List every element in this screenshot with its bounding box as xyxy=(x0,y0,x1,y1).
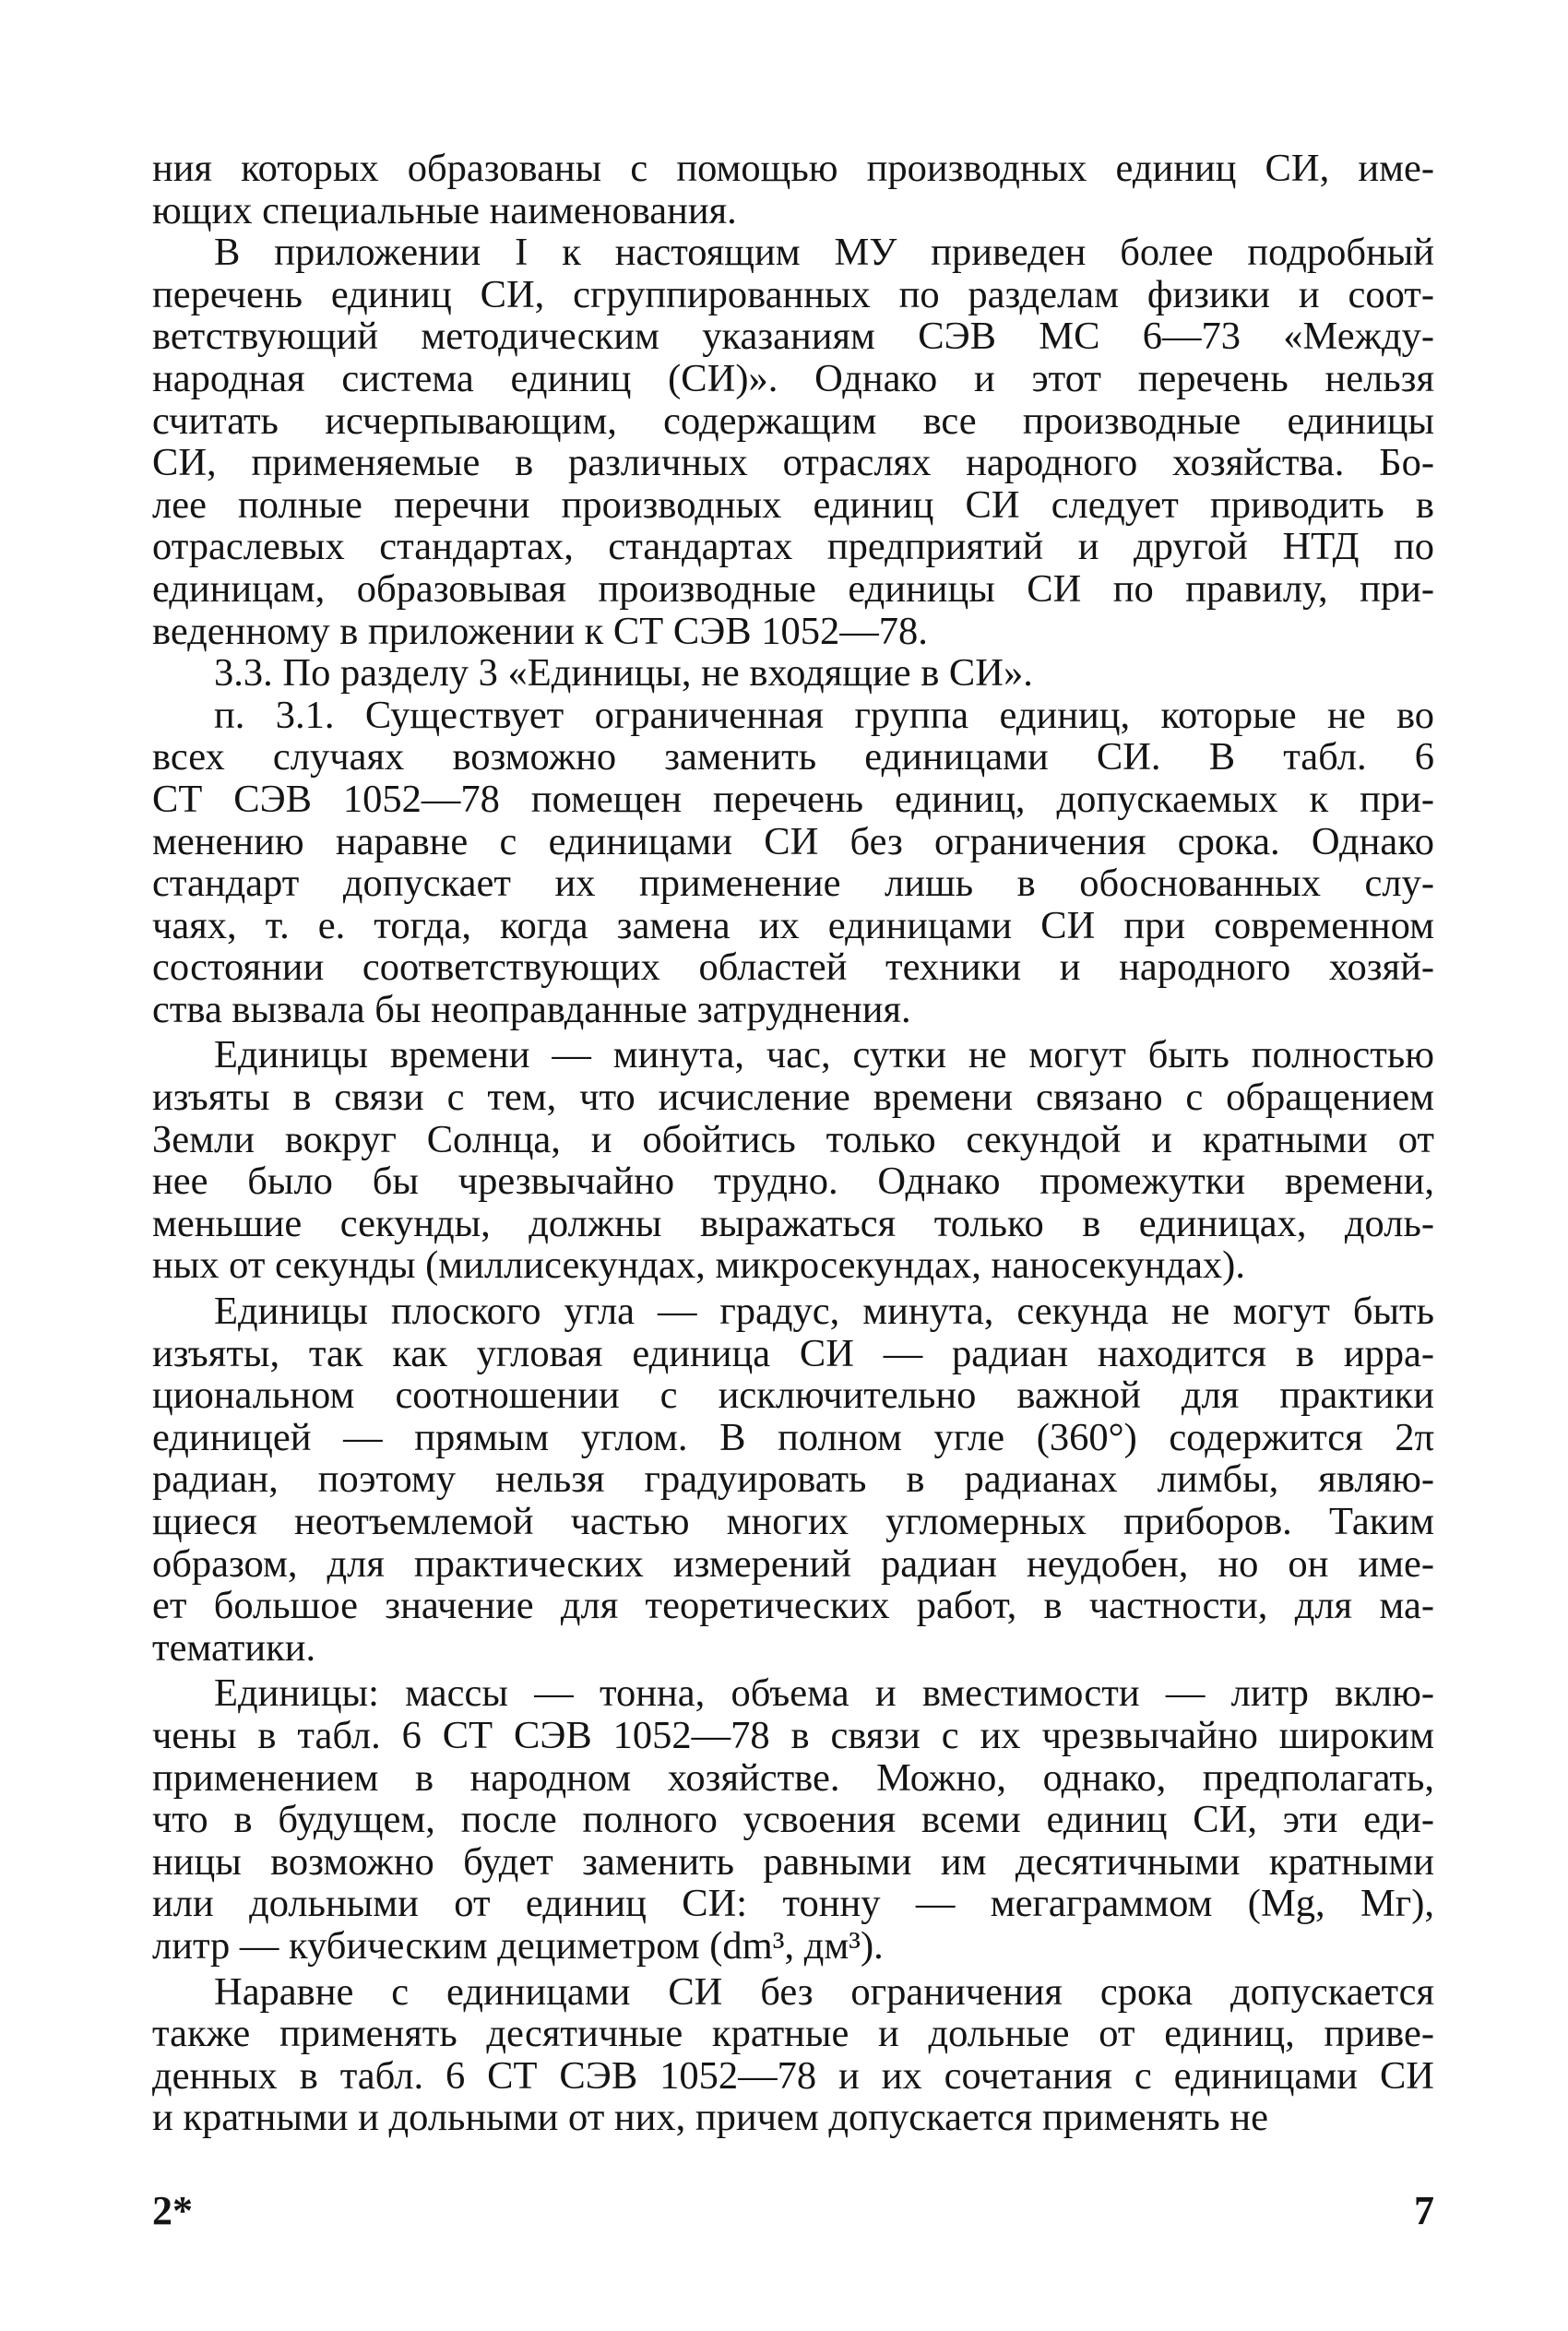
text-line: лее полные перечни производных единиц СИ следует приводить в xyxy=(152,483,1434,527)
text-line: ницы возможно будет заменить равными им десятичными кратными xyxy=(152,1840,1434,1884)
text-line: ющих специальные наименования. xyxy=(152,189,737,232)
text-line: стандарт допускает их применение лишь в обоснованных слу- xyxy=(152,862,1434,905)
text-line: и кратными и дольными от них, причем допускается применять не xyxy=(152,2097,1268,2139)
paragraph-p7 xyxy=(152,1971,1434,2139)
text-line: изъяты в связи с тем, что исчисление времени связано с обращением xyxy=(152,1076,1434,1119)
text-line: В приложении I к настоящим МУ приведен более подробный xyxy=(214,232,1434,274)
text-line: СИ, применяемые в различных отраслях народного хозяйства. Бо- xyxy=(152,442,1434,484)
text-line: изъяты, так как угловая единица СИ — радиан находится в ирра- xyxy=(152,1332,1434,1375)
text-line: что в будущем, после полного усвоения всеми единиц СИ, эти еди- xyxy=(152,1799,1434,1841)
paragraph-p2 xyxy=(152,652,1434,695)
text-line: циональном соотношении с исключительно важной для практики xyxy=(152,1374,1434,1417)
text-line: ет большое значение для теоретических работ, в частности, для ма- xyxy=(152,1585,1434,1627)
text-line: меньшие секунды, должны выражаться только в единицах, доль- xyxy=(152,1202,1434,1245)
text-line: менению наравне с единицами СИ без ограничения срока. Однако xyxy=(152,820,1434,863)
text-line: Земли вокруг Солнца, и обойтись только секундой и кратными от xyxy=(152,1118,1434,1161)
text-line: Единицы времени — минута, час, сутки не могут быть полностью xyxy=(214,1034,1434,1077)
text-line: литр — кубическим дециметром (dm³, дм³). xyxy=(152,1924,884,1968)
page-body xyxy=(152,148,1434,2139)
text-line: также применять десятичные кратные и дольные от единиц, приве- xyxy=(152,2013,1434,2055)
text-line: всех случаях возможно заменить единицами СИ. В табл. 6 xyxy=(152,736,1434,779)
paragraph-p0 xyxy=(152,148,1434,232)
text-line: чаях, т. е. тогда, когда замена их единицами СИ при современном xyxy=(152,904,1434,947)
text-line: ных от секунды (миллисекундах, микросекундах, наносекундах). xyxy=(152,1244,1245,1288)
text-line: 3.3. По разделу 3 «Единицы, не входящие в СИ». xyxy=(214,652,1033,695)
text-line: Наравне с единицами СИ без ограничения срока допускается xyxy=(214,1970,1434,2014)
text-line: тематики. xyxy=(152,1626,316,1670)
text-line: нее было бы чрезвычайно трудно. Однако промежутки времени, xyxy=(152,1160,1434,1203)
signature-mark: 2* xyxy=(152,2188,193,2233)
text-line: СТ СЭВ 1052—78 помещен перечень единиц, допускаемых к при- xyxy=(152,778,1434,821)
text-line: ства вызвала бы неоправданные затруднения. xyxy=(152,988,911,1031)
paragraph-p4 xyxy=(152,1034,1434,1287)
text-line: образом, для практических измерений радиан неудобен, но он име- xyxy=(152,1542,1434,1586)
text-line: применением в народном хозяйстве. Можно, однако, предполагать, xyxy=(152,1756,1434,1800)
paragraph-p5 xyxy=(152,1290,1434,1669)
text-line: считать исчерпывающим, содержащим все производные единицы xyxy=(152,399,1434,443)
text-line: или дольными от единиц СИ: тонну — мегаграммом (Mg, Мг), xyxy=(152,1883,1434,1925)
text-line: единицей — прямым углом. В полном угле (360°) содержится 2π xyxy=(152,1416,1434,1459)
text-line: состоянии соответствующих областей техники и народного хозяй- xyxy=(152,946,1434,989)
text-line: единицам, образовывая производные единицы СИ по правилу, при- xyxy=(152,567,1434,611)
text-line: чены в табл. 6 СТ СЭВ 1052—78 в связи с их чрезвычайно широким xyxy=(152,1714,1434,1757)
text-line: щиеся неотъемлемой частью многих угломерных приборов. Таким xyxy=(152,1501,1434,1543)
text-line: ветствующий методическим указаниям СЭВ МС 6—73 «Между- xyxy=(152,315,1434,358)
text-line: ния которых образованы с помощью производных единиц СИ, име- xyxy=(152,148,1434,190)
text-line: народная система единиц (СИ)». Однако и этот перечень нельзя xyxy=(152,357,1434,400)
text-line: денных в табл. 6 СТ СЭВ 1052—78 и их сочетания с единицами СИ xyxy=(152,2054,1434,2098)
text-line: веденному в приложении к СТ СЭВ 1052—78. xyxy=(152,610,928,653)
paragraph-p3 xyxy=(152,695,1434,1031)
text-line: Единицы плоского угла — градус, минута, секунда не могут быть xyxy=(214,1290,1434,1333)
text-line: отраслевых стандартах, стандартах предприятий и другой НТД по xyxy=(152,526,1434,568)
paragraph-p1 xyxy=(152,232,1434,652)
text-line: Единицы: массы — тонна, объема и вместимости — литр вклю- xyxy=(214,1672,1434,1715)
paragraph-p6 xyxy=(152,1672,1434,1967)
text-line: радиан, поэтому нельзя градуировать в радианах лимбы, являю- xyxy=(152,1458,1434,1501)
text-line: перечень единиц СИ, сгруппированных по разделам физики и соот- xyxy=(152,273,1434,316)
text-line: п. 3.1. Существует ограниченная группа единиц, которые не во xyxy=(214,694,1434,737)
page-number: 7 xyxy=(1414,2188,1434,2233)
